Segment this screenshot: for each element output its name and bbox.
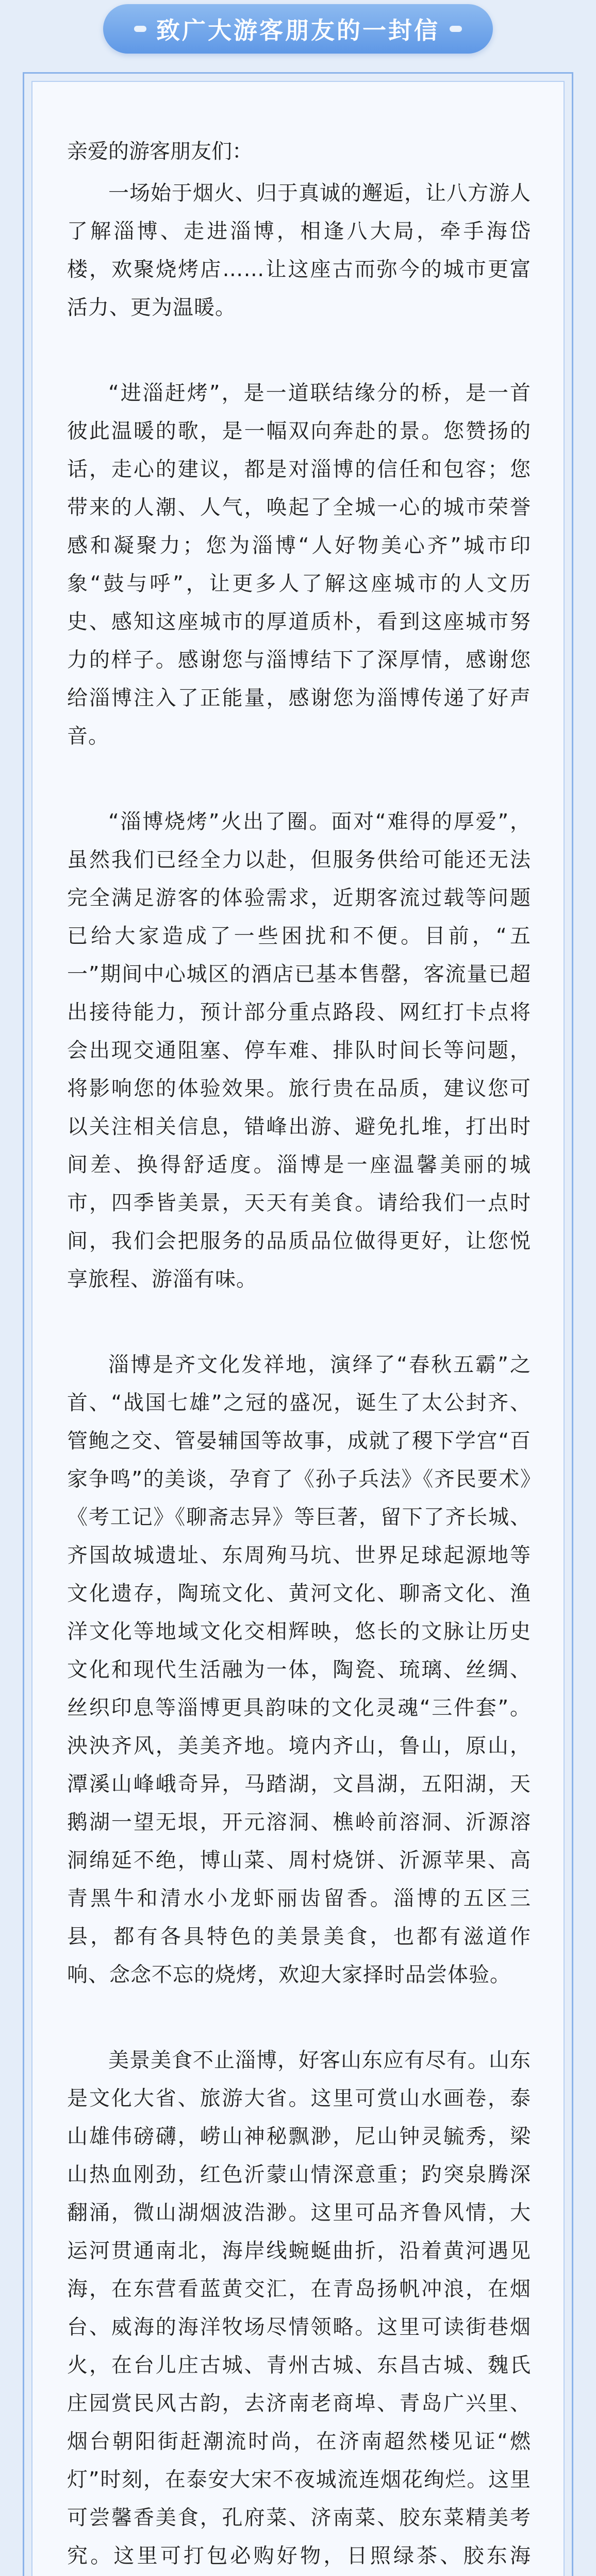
paragraph-3: “淄博烧烤”火出了圈。面对“难得的厚爱”，虽然我们已经全力以赴，但服务供给可能还无法完全满足游客的体验需求，近期客流过载等问题已给大家造成了一些困扰和不便。目前，“五一”期间中心城区的酒店已基本售罄，客流量已超出接待能力，预计部分重点路段、网红打卡点将会出现交通阻塞、停车难、排队时间长等问题，将影响您的体验效果。旅行贵在品质，建议您可以关注相关信息，错峰出游、避免扎堆，打出时间差、换得舒适度。淄博是一座温馨美丽的城市，四季皆美景，天天有美食。请给我们一点时间，我们会把服务的品质品位做得更好，让您悦享旅程、游淄有味。 xyxy=(67,810,531,1291)
letter-title: 致广大游客朋友的一封信 xyxy=(156,16,440,44)
paragraph-2: “进淄赶烤”，是一道联结缘分的桥，是一首彼此温暖的歌，是一幅双向奔赴的景。您赞扬的话，走心的建议，都是对淄博的信任和包容；您带来的人潮、人气，唤起了全城一心的城市荣誉感和凝聚力；您为淄博“人好物美心齐”城市印象“鼓与呼”，让更多人了解这座城市的人文历史、感知这座城市的厚道质朴，看到这座城市努力的样子。感谢您与淄博结下了深厚情，感谢您给淄博注入了正能量，感谢您为淄博传递了好声音。 xyxy=(67,381,531,748)
title-banner xyxy=(103,4,493,54)
paragraph-5: 美景美食不止淄博，好客山东应有尽有。山东是文化大省、旅游大省。这里可赏山水画卷，泰山雄伟磅礴，崂山神秘飘渺，尼山钟灵毓秀，梁山热血刚劲，红色沂蒙山情深意重；趵突泉腾深翻涌，微山湖烟波浩渺。这里可品齐鲁风情，大运河贯通南北，海岸线蜿蜒曲折，沿着黄河遇见海，在东营看蓝黄交汇，在青岛扬帆冲浪，在烟台、威海的海洋牧场尽情领略。这里可读街巷烟火，在台儿庄古城、青州古城、东昌古城、魏氏庄园赏民风古韵，去济南老商埠、青岛广兴里、烟台朝阳街赶潮流时尚，在济南超然楼见证“燃灯”时刻，在泰安大宋不夜城流连烟花绚烂。这里可尝馨香美食，孔府菜、济南菜、胶东菜精美考究。这里可打包必购好物，日照绿茶、胶东海 xyxy=(67,2048,531,2568)
paragraph-1: 一场始于烟火、归于真诚的邂逅，让八方游人了解淄博、走进淄博，相逢八大局，牵手海岱楼，欢聚烧烤店……让这座古而弥今的城市更富活力、更为温暖。 xyxy=(67,181,531,319)
greeting: 亲爱的游客朋友们： xyxy=(67,140,253,163)
paragraph-4: 淄博是齐文化发祥地，演绎了“春秋五霸”之首、“战国七雄”之冠的盛况，诞生了太公封齐、管鲍之交、管晏辅国等故事，成就了稷下学宫“百家争鸣”的美谈，孕育了《孙子兵法》《齐民要术》《考工记》《聊斋志异》等巨著，留下了齐长城、齐国故城遗址、东周殉马坑、世界足球起源地等文化遗存，陶琉文化、黄河文化、聊斋文化、渔洋文化等地域文化交相辉映，悠长的文脉让历史文化和现代生活融为一体，陶瓷、琉璃、丝绸、丝织印息等淄博更具韵味的文化灵魂“三件套”。泱泱齐风，美美齐地。境内齐山，鲁山，原山，潭溪山峰峨奇异，马踏湖，文昌湖，五阳湖，天鹅湖一望无垠，开元溶洞、樵岭前溶洞、沂源溶洞绵延不绝，博山菜、周村烧饼、沂源苹果、高青黑牛和清水小龙虾丽齿留香。淄博的五区三县，都有各具特色的美景美食，也都有滋道作响、念念不忘的烧烤，欢迎大家择时品尝体验。 xyxy=(67,1353,531,1987)
letter-body xyxy=(67,133,531,2576)
